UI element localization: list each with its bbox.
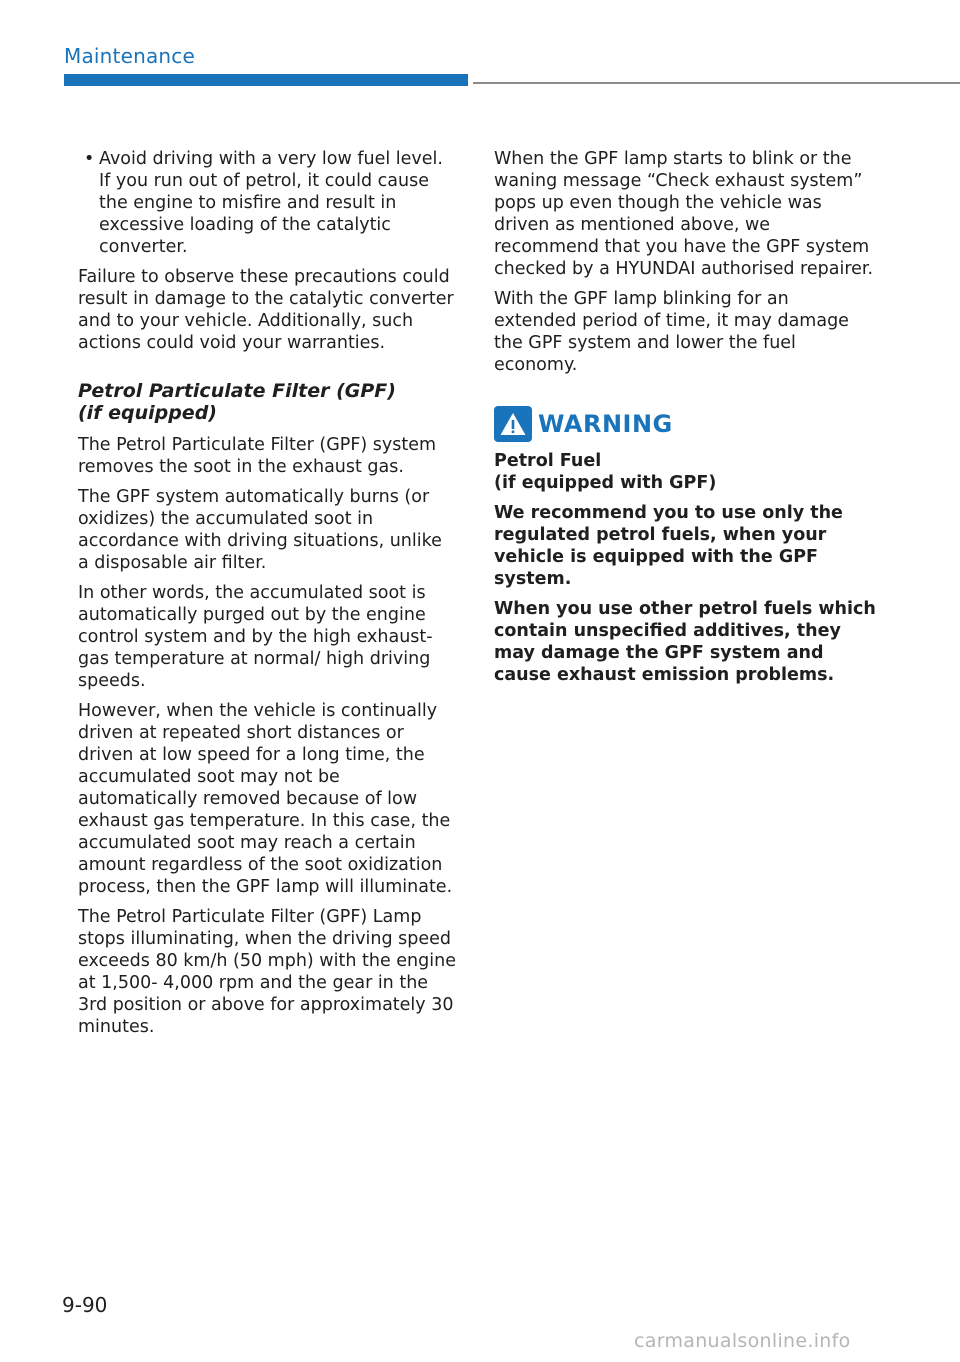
bullet-text: Avoid driving with a very low fuel level. If you run out of petrol, it could cause the engine to misfire and result in excessive loading of the catalytic converter.: [99, 149, 443, 257]
warning-heading: [494, 406, 876, 442]
watermark: carmanualsonline.info: [634, 1330, 851, 1352]
page-number: 9-90: [62, 1293, 108, 1317]
section-header-title: Maintenance: [64, 44, 195, 68]
section-title-line-1: Petrol Particulate Filter (GPF): [78, 380, 396, 402]
warning-paragraph-1: We recommend you to use only the regulated petrol fuels, when your vehicle is equipped with the GPF system.: [494, 503, 843, 589]
warning-label: WARNING: [538, 410, 673, 438]
gpf-lamp-paragraph-2: With the GPF lamp blinking for an extended period of time, it may damage the GPF system and lower the fuel economy.: [494, 289, 849, 375]
gpf-paragraph-1: The Petrol Particulate Filter (GPF) system removes the soot in the exhaust gas.: [78, 435, 437, 477]
section-title: [78, 380, 456, 424]
bullet-dot-icon: •: [84, 149, 95, 169]
header-divider-line: [473, 82, 960, 84]
right-column: [494, 148, 876, 694]
gpf-lamp-paragraph-1: When the GPF lamp starts to blink or the waning message “Check exhaust system” pops up even though the vehicle was driven as mentioned above, we recommend that you have the GPF system checked by a HYUNDAI authorised repairer.: [494, 149, 874, 279]
precaution-paragraph: Failure to observe these precautions could result in damage to the catalytic converter and to your vehicle. Additionally, such actions could void your warranties.: [78, 267, 454, 353]
warning-triangle-icon: [494, 406, 532, 442]
warning-subtitle-line-1: Petrol Fuel: [494, 451, 602, 471]
gpf-paragraph-4: However, when the vehicle is continually driven at repeated short distances or driven at low speed for a long time, the accumulated soot may not be automatically removed because of low exhaust gas temperature. In this case, the accumulated soot may reach a certain amount regardless of the soot oxidization process, then the GPF lamp will illuminate.: [78, 701, 453, 897]
header-accent-bar: [64, 74, 468, 86]
warning-paragraph-2: When you use other petrol fuels which contain unspecified additives, they may damage the GPF system and cause exhaust emission problems.: [494, 599, 876, 685]
warning-subtitle-line-2: (if equipped with GPF): [494, 473, 717, 493]
left-column: [78, 148, 456, 1046]
section-title-line-2: (if equipped): [78, 402, 217, 424]
gpf-paragraph-5: The Petrol Particulate Filter (GPF) Lamp stops illuminating, when the driving speed exceeds 80 km/h (50 mph) with the engine at 1,500- 4,000 rpm and the gear in the 3rd position or above for approximately 30 minutes.: [78, 907, 456, 1037]
gpf-paragraph-3: In other words, the accumulated soot is automatically purged out by the engine control system and by the high exhaust-gas temperature at normal/ high driving speeds.: [78, 583, 433, 691]
warning-subtitle: [494, 450, 876, 494]
bullet-item: [78, 148, 456, 258]
gpf-paragraph-2: The GPF system automatically burns (or oxidizes) the accumulated soot in accordance with driving situations, unlike a disposable air filter.: [78, 487, 442, 573]
